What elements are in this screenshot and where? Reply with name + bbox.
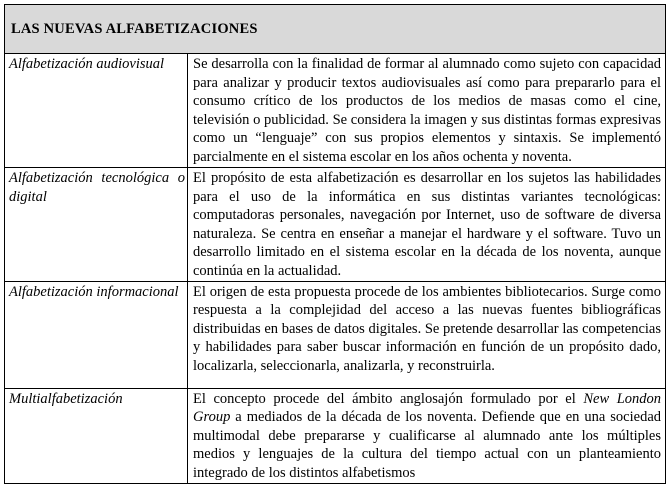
table-row — [5, 54, 666, 168]
description-cell: El propósito de esta alfabetización es desarrollar en los sujetos las habilidades para el uso de la informática en sus distintas variantes tecnológicas: computadoras personales, navegación por Internet, uso de software de diversa naturaleza. Se centra en enseñar a manejar el hardware y el software. Tuvo un desarrollo limitado en el sistema escolar en la década de los noventa, aunque continúa en la actualidad. — [188, 168, 666, 282]
description-cell: Se desarrolla con la finalidad de formar al alumnado como sujeto con capacidad para analizar y producir textos audiovisuales así como para prepararlo para el consumo crítico de los productos de los medios de masas como el cine, televisión o publicidad. Se considera la imagen y sus distintas formas expresivas como un “lenguaje” con sus propios elementos y sintaxis. Se implementó parcialmente en el sistema escolar en los años ochenta y noventa. — [188, 54, 666, 168]
term-cell: Multialfabetización — [5, 388, 188, 483]
description-text: a mediados de la década de los noventa. Defiende que en una sociedad multimodal debe prepararse y cualificarse al alumnado ante los múltiples medios y lenguajes de la cultura del tiempo actual con un planteamiento integrado de los distintos alfabetismos — [193, 409, 662, 481]
literacies-table — [4, 4, 666, 484]
table-header-row — [5, 5, 666, 54]
term-cell: Alfabetización informacional — [5, 281, 188, 388]
term-cell: Alfabetización tecnológica o digital — [5, 168, 188, 282]
description-text: El concepto procede del ámbito anglosajón formulado por el — [193, 390, 584, 407]
table-title: LAS NUEVAS ALFABETIZACIONES — [5, 5, 666, 54]
table-row — [5, 281, 666, 388]
table-row — [5, 168, 666, 282]
description-cell: El origen de esta propuesta procede de los ambientes bibliotecarios. Surge como respuesta a la complejidad del acceso a las nuevas fuentes bibliográficas distribuidas en bases de datos digitales. Se pretende desarrollar las competencias y habilidades para saber buscar información en función de un propósito dado, localizarla, seleccionarla, analizarla, y reconstruirla. — [188, 281, 666, 388]
new-london-group-text: New London Group — [193, 390, 662, 426]
table-row — [5, 388, 666, 483]
term-cell: Alfabetización audiovisual — [5, 54, 188, 168]
description-cell — [188, 388, 666, 483]
